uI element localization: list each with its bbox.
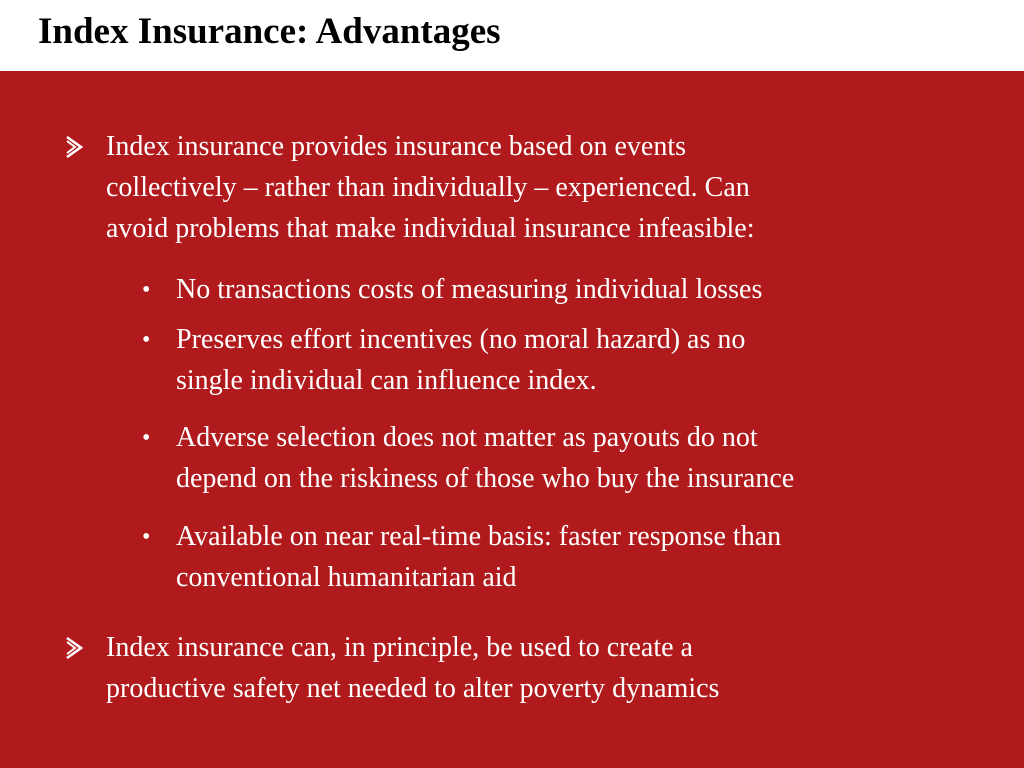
bullet1-line-1: Index insurance provides insurance based on events: [106, 131, 687, 162]
slide-title: Index Insurance: Advantages: [38, 11, 501, 52]
sub-bullet-3-line-1: Adverse selection does not matter as payouts do not: [176, 422, 758, 453]
sub-bullet-4-line-1: Available on near real-time basis: faster response than: [176, 521, 782, 552]
bullet1-line-3: avoid problems that make individual insurance infeasible:: [106, 213, 755, 244]
round-bullet-icon: •: [142, 524, 151, 550]
sub-bullet-2-line-2: single individual can influence index.: [176, 365, 597, 396]
round-bullet-icon: •: [142, 327, 151, 353]
bullet2-line-2: productive safety net needed to alter poverty dynamics: [106, 673, 720, 704]
sub-bullet-1-line-1: No transactions costs of measuring individual losses: [176, 274, 763, 305]
round-bullet-icon: •: [142, 277, 151, 303]
sub-bullet-4-line-2: conventional humanitarian aid: [176, 562, 517, 593]
bullet2-line-1: Index insurance can, in principle, be used to create a: [106, 632, 693, 663]
sub-bullet-2-line-1: Preserves effort incentives (no moral hazard) as no: [176, 324, 746, 355]
bullet1-line-2: collectively – rather than individually – experienced. Can: [106, 172, 750, 203]
content-area: [0, 71, 1024, 768]
sub-bullet-3-line-2: depend on the riskiness of those who buy the insurance: [176, 463, 795, 494]
arrow-bullet-icon: [64, 636, 84, 660]
title-bar: [0, 0, 1024, 71]
arrow-bullet-icon: [64, 135, 84, 159]
round-bullet-icon: •: [142, 425, 151, 451]
